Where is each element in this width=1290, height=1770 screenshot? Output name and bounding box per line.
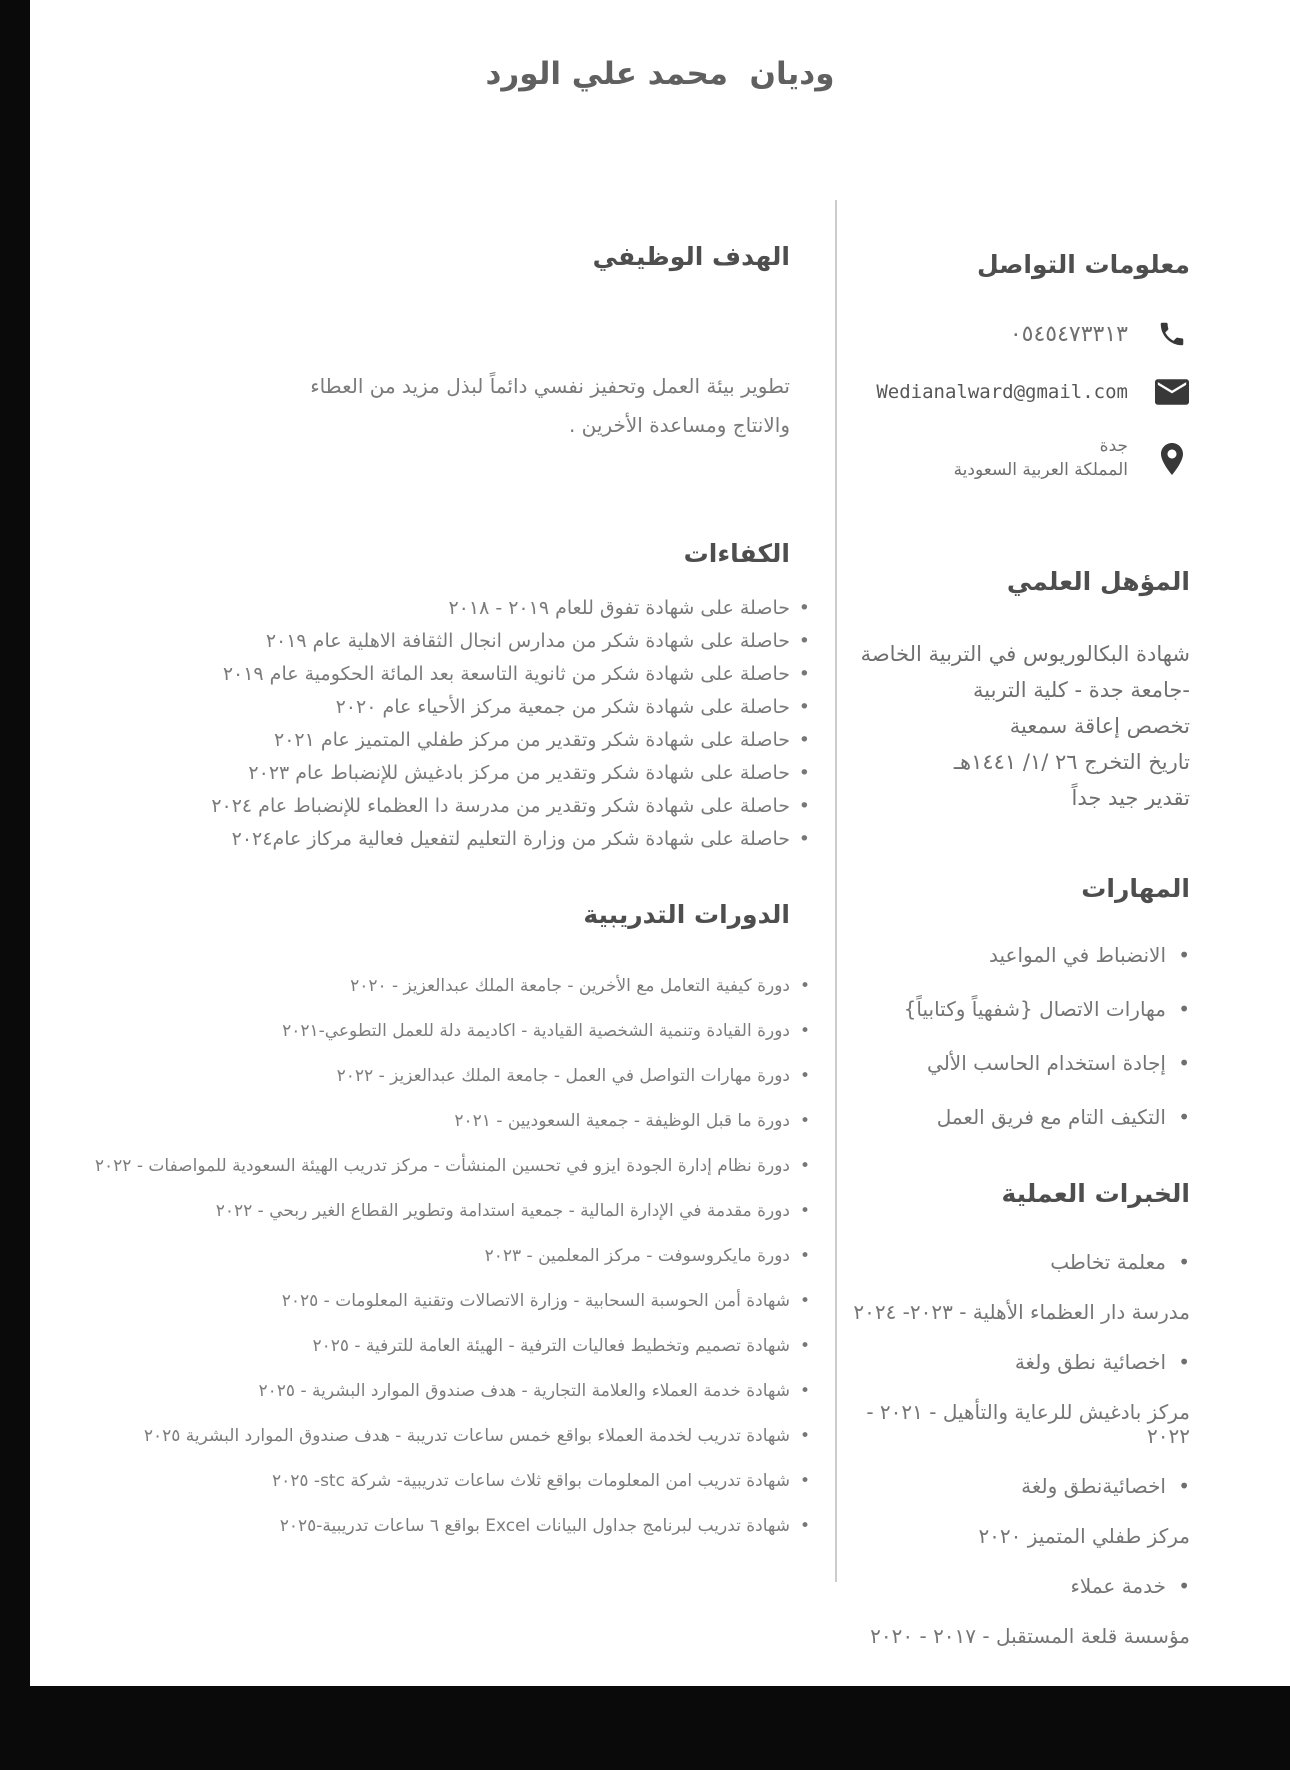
experience-item xyxy=(837,1250,1190,1324)
experience-item xyxy=(837,1574,1190,1648)
resume-sheet xyxy=(30,0,1290,1686)
experience-org: مركز بادغيش للرعاية والتأهيل - ٢٠٢١ - ٢٠٢٢ xyxy=(866,1400,1190,1449)
page-title: وديان محمد علي الورد xyxy=(485,56,835,92)
contact-row-phone xyxy=(837,319,1190,349)
objective-heading: الهدف الوظيفي xyxy=(592,242,790,271)
experience-list xyxy=(837,1250,1190,1648)
competency-item: • حاصلة على شهادة شكر من مدارس انجال الثقافة الاهلية عام ٢٠١٩ xyxy=(75,625,790,658)
competency-item: • حاصلة على شهادة تفوق للعام ٢٠١٩ - ٢٠١٨ xyxy=(75,592,790,625)
section-courses xyxy=(75,900,790,1537)
competency-item: • حاصلة على شهادة شكر وتقدير من مدرسة دا العظماء للإنضباط عام ٢٠٢٤ xyxy=(75,790,790,823)
location-value xyxy=(954,435,1128,483)
course-item: • دورة مهارات التواصل في العمل - جامعة الملك عبدالعزيز - ٢٠٢٢ xyxy=(75,1065,790,1087)
bottom-black-bar xyxy=(0,1686,1290,1770)
location-country: المملكة العربية السعودية xyxy=(953,459,1128,480)
contact-row-location xyxy=(837,435,1190,483)
contact-heading: معلومات التواصل xyxy=(976,250,1190,279)
experience-heading: الخبرات العملية xyxy=(1001,1179,1190,1209)
education-line: تاريخ التخرج ٢٦ /١/ ١٤٤١هـ xyxy=(953,749,1190,774)
course-item: • شهادة تدريب لخدمة العملاء بواقع خمس ساعات تدريبة - هدف صندوق الموارد البشرية ٢٠٢٥ xyxy=(75,1425,790,1447)
competencies-heading: الكفاءات xyxy=(683,539,790,568)
experience-role: • اخصائية نطق ولغة xyxy=(837,1350,1190,1374)
courses-heading: الدورات التدريبية xyxy=(583,900,790,929)
courses-list xyxy=(75,975,790,1537)
course-item: • شهادة تصميم وتخطيط فعاليات الترفية - الهيئة العامة للترفية - ٢٠٢٥ xyxy=(75,1335,790,1357)
skills-heading: المهارات xyxy=(1081,874,1190,904)
education-line: -جامعة جدة - كلية التربية xyxy=(972,677,1190,702)
course-item: • دورة نظام إدارة الجودة ايزو في تحسين المنشأت - مركز تدريب الهيئة السعودية للمواصفات - ٢٠٢٢ xyxy=(75,1155,790,1177)
section-competencies xyxy=(75,539,790,856)
course-item: • دورة كيفية التعامل مع الأخرين - جامعة الملك عبدالعزيز - ٢٠٢٠ xyxy=(75,975,790,997)
skill-item: • الانضباط في المواعيد xyxy=(837,943,1190,967)
competency-item: • حاصلة على شهادة شكر من ثانوية التاسعة بعد المائة الحكومية عام ٢٠١٩ xyxy=(75,658,790,691)
columns-wrapper xyxy=(30,190,1290,1674)
competency-item: • حاصلة على شهادة شكر من وزارة التعليم لتفعيل فعالية مركاز عام٢٠٢٤ xyxy=(75,823,790,856)
section-experience xyxy=(837,1179,1190,1648)
location-pin-icon xyxy=(1154,443,1190,475)
email-value: Wedianalward@gmail.com xyxy=(876,381,1128,403)
education-line: تقدير جيد جداً xyxy=(1071,786,1190,811)
course-item: • دورة مقدمة في الإدارة المالية - جمعية استدامة وتطوير القطاع الغير ربحي - ٢٠٢٢ xyxy=(75,1200,790,1222)
experience-item xyxy=(837,1474,1190,1548)
experience-org: مركز طفلي المتميز ٢٠٢٠ xyxy=(978,1524,1190,1549)
contact-row-email xyxy=(837,379,1190,405)
course-item: • شهادة خدمة العملاء والعلامة التجارية - هدف صندوق الموارد البشرية - ٢٠٢٥ xyxy=(75,1380,790,1402)
course-item: • دورة القيادة وتنمية الشخصية القيادية - اكاديمة دلة للعمل التطوعي-٢٠٢١ xyxy=(75,1020,790,1042)
section-contact xyxy=(837,250,1190,483)
section-education xyxy=(837,567,1190,817)
course-item: • دورة ما قبل الوظيفة - جمعية السعوديين - ٢٠٢١ xyxy=(75,1110,790,1132)
location-city: جدة xyxy=(1099,436,1128,456)
skill-item: • إجادة استخدام الحاسب الألي xyxy=(837,1051,1190,1075)
column-divider xyxy=(835,200,837,1582)
skill-item: • التكيف التام مع فريق العمل xyxy=(837,1105,1190,1129)
experience-item xyxy=(837,1350,1190,1448)
phone-value: ٠٥٤٥٤٧٣٣١٣ xyxy=(1009,321,1128,347)
experience-org: مدرسة دار العظماء الأهلية - ٢٠٢٣- ٢٠٢٤ xyxy=(853,1300,1190,1325)
phone-icon xyxy=(1154,319,1190,349)
course-item: • دورة مايكروسوفت - مركز المعلمين - ٢٠٢٣ xyxy=(75,1245,790,1267)
course-item: • شهادة تدريب امن المعلومات بواقع ثلاث ساعات تدريبية- شركة stc- ٢٠٢٥ xyxy=(75,1470,790,1492)
education-heading: المؤهل العلمي xyxy=(1006,566,1190,596)
section-objective xyxy=(75,242,790,445)
section-skills xyxy=(837,874,1190,1129)
main-column xyxy=(30,190,835,1560)
experience-role: • اخصائيةنطق ولغة xyxy=(837,1474,1190,1498)
skill-item: • مهارات الاتصال {شفهياً وكتابياً} xyxy=(837,997,1190,1021)
skills-list xyxy=(837,943,1190,1129)
competency-item: • حاصلة على شهادة شكر وتقدير من مركز بادغيش للإنضباط عام ٢٠٢٣ xyxy=(75,757,790,790)
email-icon xyxy=(1154,379,1190,405)
competencies-list xyxy=(75,592,790,856)
education-lines xyxy=(837,636,1190,817)
experience-role: • خدمة عملاء xyxy=(837,1574,1190,1598)
competency-item: • حاصلة على شهادة شكر وتقدير من مركز طفلي المتميز عام ٢٠٢١ xyxy=(75,724,790,757)
experience-org: مؤسسة قلعة المستقبل - ٢٠١٧ - ٢٠٢٠ xyxy=(870,1624,1190,1649)
competency-item: • حاصلة على شهادة شكر من جمعية مركز الأحياء عام ٢٠٢٠ xyxy=(75,691,790,724)
sidebar-column xyxy=(837,190,1290,1674)
course-item: • شهادة أمن الحوسبة السحابية - وزارة الاتصالات وتقنية المعلومات - ٢٠٢٥ xyxy=(75,1290,790,1312)
experience-role: • معلمة تخاطب xyxy=(837,1250,1190,1274)
education-line: شهادة البكالوريوس في التربية الخاصة xyxy=(860,641,1190,666)
objective-text: تطوير بيئة العمل وتحفيز نفسي دائماً لبذل مزيد من العطاء والانتاج ومساعدة الأخرين . xyxy=(310,374,790,437)
education-line: تخصص إعاقة سمعية xyxy=(1009,713,1190,738)
course-item: • شهادة تدريب لبرنامج جداول البيانات Excel بواقع ٦ ساعات تدريبية-٢٠٢٥ xyxy=(75,1515,790,1537)
